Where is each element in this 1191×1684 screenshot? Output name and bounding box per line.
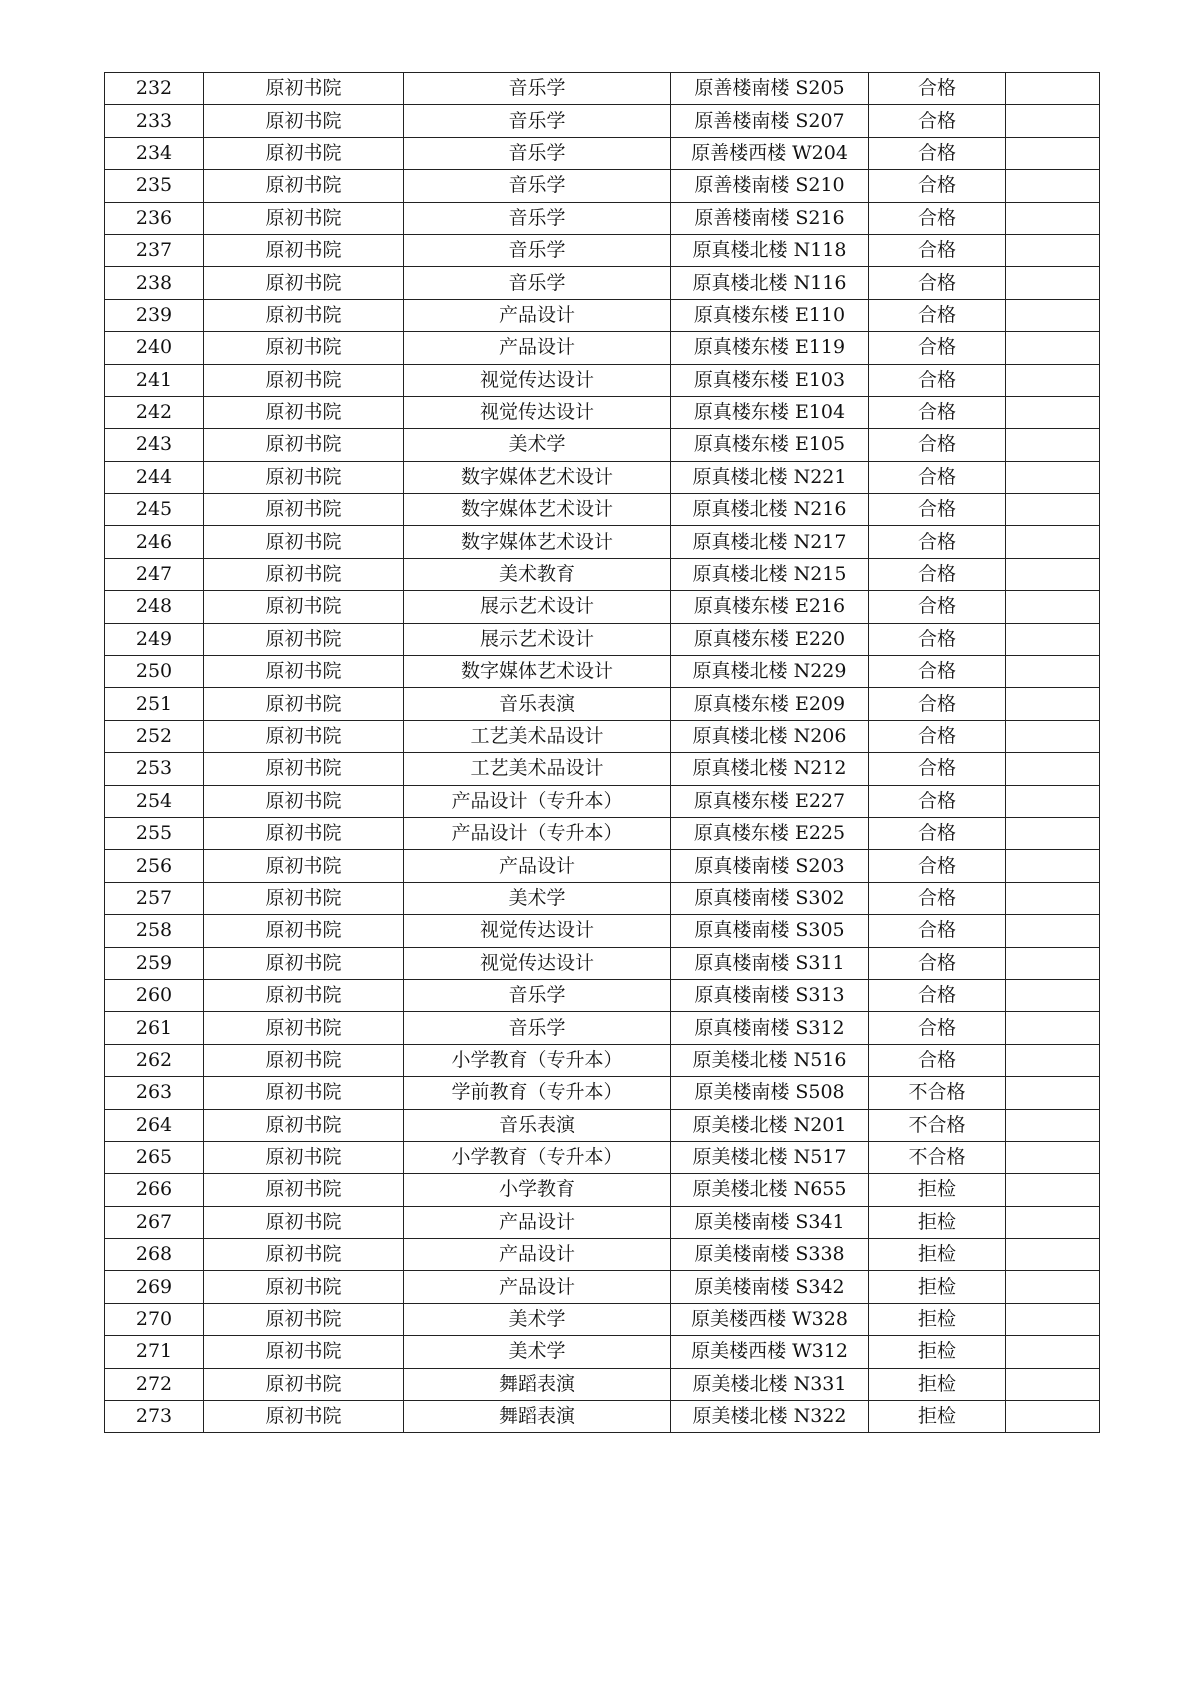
- dorm-room-cell: 原真楼北楼 N221: [671, 461, 869, 493]
- inspection-result-cell: 拒检: [869, 1271, 1006, 1303]
- major-cell: 音乐学: [404, 73, 671, 105]
- remark-cell: [1006, 332, 1100, 364]
- table-row: [105, 591, 1100, 623]
- major-cell: 数字媒体艺术设计: [404, 461, 671, 493]
- remark-cell: [1006, 1206, 1100, 1238]
- row-number-cell: 253: [105, 753, 204, 785]
- dorm-room-cell: 原真楼东楼 E227: [671, 785, 869, 817]
- college-cell: 原初书院: [204, 688, 404, 720]
- table-row: [105, 461, 1100, 493]
- college-cell: 原初书院: [204, 526, 404, 558]
- inspection-result-cell: 拒检: [869, 1336, 1006, 1368]
- college-cell: 原初书院: [204, 915, 404, 947]
- major-cell: 产品设计: [404, 1239, 671, 1271]
- remark-cell: [1006, 234, 1100, 266]
- dorm-room-cell: 原真楼南楼 S203: [671, 850, 869, 882]
- dorm-room-cell: 原真楼南楼 S312: [671, 1012, 869, 1044]
- remark-cell: [1006, 882, 1100, 914]
- inspection-result-cell: 合格: [869, 364, 1006, 396]
- row-number-cell: 267: [105, 1206, 204, 1238]
- inspection-result-cell: 合格: [869, 979, 1006, 1011]
- table-row: [105, 720, 1100, 752]
- row-number-cell: 245: [105, 494, 204, 526]
- remark-cell: [1006, 1239, 1100, 1271]
- inspection-result-cell: 合格: [869, 299, 1006, 331]
- inspection-result-cell: 合格: [869, 73, 1006, 105]
- row-number-cell: 258: [105, 915, 204, 947]
- college-cell: 原初书院: [204, 1336, 404, 1368]
- college-cell: 原初书院: [204, 202, 404, 234]
- table-row: [105, 332, 1100, 364]
- inspection-result-cell: 不合格: [869, 1077, 1006, 1109]
- college-cell: 原初书院: [204, 73, 404, 105]
- row-number-cell: 255: [105, 817, 204, 849]
- table-row: [105, 1336, 1100, 1368]
- row-number-cell: 273: [105, 1401, 204, 1433]
- dorm-room-cell: 原真楼北楼 N206: [671, 720, 869, 752]
- major-cell: 视觉传达设计: [404, 364, 671, 396]
- row-number-cell: 268: [105, 1239, 204, 1271]
- row-number-cell: 238: [105, 267, 204, 299]
- remark-cell: [1006, 526, 1100, 558]
- row-number-cell: 244: [105, 461, 204, 493]
- college-cell: 原初书院: [204, 979, 404, 1011]
- remark-cell: [1006, 979, 1100, 1011]
- college-cell: 原初书院: [204, 785, 404, 817]
- major-cell: 产品设计: [404, 299, 671, 331]
- remark-cell: [1006, 1303, 1100, 1335]
- remark-cell: [1006, 1141, 1100, 1173]
- college-cell: 原初书院: [204, 267, 404, 299]
- major-cell: 美术学: [404, 1336, 671, 1368]
- inspection-result-cell: 合格: [869, 137, 1006, 169]
- college-cell: 原初书院: [204, 1012, 404, 1044]
- table-body: [105, 73, 1100, 1433]
- table-row: [105, 137, 1100, 169]
- table-row: [105, 1303, 1100, 1335]
- dorm-room-cell: 原真楼东楼 E103: [671, 364, 869, 396]
- remark-cell: [1006, 461, 1100, 493]
- remark-cell: [1006, 1012, 1100, 1044]
- dorm-room-cell: 原真楼东楼 E225: [671, 817, 869, 849]
- major-cell: 数字媒体艺术设计: [404, 494, 671, 526]
- inspection-result-cell: 合格: [869, 591, 1006, 623]
- major-cell: 美术学: [404, 882, 671, 914]
- inspection-result-cell: 拒检: [869, 1401, 1006, 1433]
- remark-cell: [1006, 429, 1100, 461]
- major-cell: 音乐学: [404, 234, 671, 266]
- remark-cell: [1006, 656, 1100, 688]
- remark-cell: [1006, 623, 1100, 655]
- major-cell: 舞蹈表演: [404, 1368, 671, 1400]
- major-cell: 美术学: [404, 429, 671, 461]
- row-number-cell: 269: [105, 1271, 204, 1303]
- major-cell: 音乐学: [404, 170, 671, 202]
- college-cell: 原初书院: [204, 364, 404, 396]
- major-cell: 产品设计: [404, 850, 671, 882]
- major-cell: 产品设计: [404, 332, 671, 364]
- college-cell: 原初书院: [204, 720, 404, 752]
- major-cell: 工艺美术品设计: [404, 753, 671, 785]
- row-number-cell: 272: [105, 1368, 204, 1400]
- inspection-result-cell: 合格: [869, 267, 1006, 299]
- table-row: [105, 105, 1100, 137]
- dorm-room-cell: 原真楼北楼 N216: [671, 494, 869, 526]
- major-cell: 美术学: [404, 1303, 671, 1335]
- row-number-cell: 234: [105, 137, 204, 169]
- table-row: [105, 1239, 1100, 1271]
- inspection-result-cell: 合格: [869, 817, 1006, 849]
- major-cell: 音乐表演: [404, 1109, 671, 1141]
- table-row: [105, 558, 1100, 590]
- college-cell: 原初书院: [204, 137, 404, 169]
- college-cell: 原初书院: [204, 105, 404, 137]
- table-row: [105, 947, 1100, 979]
- row-number-cell: 271: [105, 1336, 204, 1368]
- row-number-cell: 262: [105, 1044, 204, 1076]
- dorm-room-cell: 原真楼北楼 N118: [671, 234, 869, 266]
- college-cell: 原初书院: [204, 1077, 404, 1109]
- college-cell: 原初书院: [204, 1109, 404, 1141]
- table-row: [105, 526, 1100, 558]
- remark-cell: [1006, 1368, 1100, 1400]
- dorm-room-cell: 原真楼东楼 E119: [671, 332, 869, 364]
- college-cell: 原初书院: [204, 396, 404, 428]
- row-number-cell: 241: [105, 364, 204, 396]
- row-number-cell: 261: [105, 1012, 204, 1044]
- inspection-result-cell: 合格: [869, 558, 1006, 590]
- dorm-room-cell: 原善楼南楼 S216: [671, 202, 869, 234]
- row-number-cell: 257: [105, 882, 204, 914]
- table-row: [105, 1044, 1100, 1076]
- row-number-cell: 247: [105, 558, 204, 590]
- major-cell: 美术教育: [404, 558, 671, 590]
- dorm-room-cell: 原真楼东楼 E110: [671, 299, 869, 331]
- college-cell: 原初书院: [204, 558, 404, 590]
- remark-cell: [1006, 720, 1100, 752]
- college-cell: 原初书院: [204, 461, 404, 493]
- dorm-room-cell: 原美楼北楼 N516: [671, 1044, 869, 1076]
- table-row: [105, 170, 1100, 202]
- remark-cell: [1006, 688, 1100, 720]
- inspection-result-cell: 合格: [869, 882, 1006, 914]
- inspection-result-cell: 合格: [869, 1012, 1006, 1044]
- major-cell: 音乐学: [404, 979, 671, 1011]
- table-row: [105, 817, 1100, 849]
- major-cell: 小学教育（专升本）: [404, 1044, 671, 1076]
- dorm-room-cell: 原真楼东楼 E220: [671, 623, 869, 655]
- dorm-room-cell: 原美楼北楼 N331: [671, 1368, 869, 1400]
- dorm-room-cell: 原真楼北楼 N212: [671, 753, 869, 785]
- college-cell: 原初书院: [204, 234, 404, 266]
- dorm-room-cell: 原真楼南楼 S311: [671, 947, 869, 979]
- remark-cell: [1006, 1109, 1100, 1141]
- table-row: [105, 364, 1100, 396]
- table-row: [105, 396, 1100, 428]
- college-cell: 原初书院: [204, 1401, 404, 1433]
- college-cell: 原初书院: [204, 332, 404, 364]
- table-row: [105, 656, 1100, 688]
- dorm-room-cell: 原美楼南楼 S341: [671, 1206, 869, 1238]
- inspection-result-cell: 合格: [869, 526, 1006, 558]
- remark-cell: [1006, 1401, 1100, 1433]
- table-row: [105, 73, 1100, 105]
- dorm-room-cell: 原善楼南楼 S205: [671, 73, 869, 105]
- row-number-cell: 266: [105, 1174, 204, 1206]
- inspection-result-cell: 合格: [869, 656, 1006, 688]
- remark-cell: [1006, 817, 1100, 849]
- table-row: [105, 1141, 1100, 1173]
- dorm-room-cell: 原真楼北楼 N229: [671, 656, 869, 688]
- row-number-cell: 260: [105, 979, 204, 1011]
- row-number-cell: 252: [105, 720, 204, 752]
- college-cell: 原初书院: [204, 1044, 404, 1076]
- major-cell: 数字媒体艺术设计: [404, 656, 671, 688]
- table-row: [105, 623, 1100, 655]
- row-number-cell: 233: [105, 105, 204, 137]
- table-row: [105, 785, 1100, 817]
- major-cell: 视觉传达设计: [404, 396, 671, 428]
- dorm-room-cell: 原真楼东楼 E216: [671, 591, 869, 623]
- remark-cell: [1006, 1044, 1100, 1076]
- major-cell: 音乐学: [404, 202, 671, 234]
- major-cell: 小学教育: [404, 1174, 671, 1206]
- inspection-result-cell: 合格: [869, 396, 1006, 428]
- college-cell: 原初书院: [204, 170, 404, 202]
- table-row: [105, 915, 1100, 947]
- inspection-result-cell: 合格: [869, 461, 1006, 493]
- major-cell: 学前教育（专升本）: [404, 1077, 671, 1109]
- inspection-result-cell: 拒检: [869, 1206, 1006, 1238]
- major-cell: 工艺美术品设计: [404, 720, 671, 752]
- remark-cell: [1006, 364, 1100, 396]
- dorm-room-cell: 原真楼北楼 N215: [671, 558, 869, 590]
- row-number-cell: 265: [105, 1141, 204, 1173]
- inspection-result-cell: 拒检: [869, 1239, 1006, 1271]
- inspection-result-cell: 合格: [869, 915, 1006, 947]
- row-number-cell: 250: [105, 656, 204, 688]
- college-cell: 原初书院: [204, 429, 404, 461]
- dorm-room-cell: 原善楼南楼 S207: [671, 105, 869, 137]
- remark-cell: [1006, 170, 1100, 202]
- college-cell: 原初书院: [204, 591, 404, 623]
- row-number-cell: 232: [105, 73, 204, 105]
- inspection-result-cell: 拒检: [869, 1303, 1006, 1335]
- table-row: [105, 1077, 1100, 1109]
- inspection-result-cell: 合格: [869, 202, 1006, 234]
- major-cell: 展示艺术设计: [404, 623, 671, 655]
- remark-cell: [1006, 915, 1100, 947]
- college-cell: 原初书院: [204, 1239, 404, 1271]
- college-cell: 原初书院: [204, 1368, 404, 1400]
- table-row: [105, 882, 1100, 914]
- table-row: [105, 299, 1100, 331]
- table-row: [105, 1109, 1100, 1141]
- remark-cell: [1006, 1271, 1100, 1303]
- table-row: [105, 494, 1100, 526]
- table-row: [105, 1174, 1100, 1206]
- row-number-cell: 270: [105, 1303, 204, 1335]
- row-number-cell: 259: [105, 947, 204, 979]
- table-row: [105, 202, 1100, 234]
- table-row: [105, 979, 1100, 1011]
- college-cell: 原初书院: [204, 494, 404, 526]
- inspection-result-cell: 合格: [869, 785, 1006, 817]
- row-number-cell: 242: [105, 396, 204, 428]
- dorm-room-cell: 原真楼南楼 S302: [671, 882, 869, 914]
- row-number-cell: 249: [105, 623, 204, 655]
- inspection-result-cell: 合格: [869, 429, 1006, 461]
- inspection-result-cell: 合格: [869, 1044, 1006, 1076]
- major-cell: 产品设计（专升本）: [404, 817, 671, 849]
- row-number-cell: 236: [105, 202, 204, 234]
- remark-cell: [1006, 753, 1100, 785]
- college-cell: 原初书院: [204, 753, 404, 785]
- remark-cell: [1006, 558, 1100, 590]
- dorm-room-cell: 原善楼南楼 S210: [671, 170, 869, 202]
- college-cell: 原初书院: [204, 1174, 404, 1206]
- inspection-result-cell: 拒检: [869, 1174, 1006, 1206]
- row-number-cell: 256: [105, 850, 204, 882]
- inspection-result-cell: 合格: [869, 105, 1006, 137]
- row-number-cell: 246: [105, 526, 204, 558]
- inspection-result-cell: 不合格: [869, 1109, 1006, 1141]
- major-cell: 产品设计: [404, 1206, 671, 1238]
- dorm-room-cell: 原真楼东楼 E105: [671, 429, 869, 461]
- table-row: [105, 753, 1100, 785]
- dorm-room-cell: 原真楼南楼 S305: [671, 915, 869, 947]
- table-row: [105, 1368, 1100, 1400]
- remark-cell: [1006, 850, 1100, 882]
- college-cell: 原初书院: [204, 1271, 404, 1303]
- inspection-result-cell: 合格: [869, 494, 1006, 526]
- remark-cell: [1006, 785, 1100, 817]
- college-cell: 原初书院: [204, 299, 404, 331]
- remark-cell: [1006, 105, 1100, 137]
- major-cell: 产品设计: [404, 1271, 671, 1303]
- row-number-cell: 235: [105, 170, 204, 202]
- college-cell: 原初书院: [204, 947, 404, 979]
- remark-cell: [1006, 73, 1100, 105]
- dorm-room-cell: 原美楼西楼 W312: [671, 1336, 869, 1368]
- table-row: [105, 267, 1100, 299]
- major-cell: 舞蹈表演: [404, 1401, 671, 1433]
- row-number-cell: 248: [105, 591, 204, 623]
- remark-cell: [1006, 137, 1100, 169]
- major-cell: 音乐表演: [404, 688, 671, 720]
- table-row: [105, 1012, 1100, 1044]
- row-number-cell: 251: [105, 688, 204, 720]
- dorm-room-cell: 原善楼西楼 W204: [671, 137, 869, 169]
- inspection-result-cell: 合格: [869, 234, 1006, 266]
- remark-cell: [1006, 396, 1100, 428]
- remark-cell: [1006, 591, 1100, 623]
- dorm-room-cell: 原真楼北楼 N116: [671, 267, 869, 299]
- dorm-room-cell: 原真楼北楼 N217: [671, 526, 869, 558]
- dorm-room-cell: 原美楼北楼 N322: [671, 1401, 869, 1433]
- college-cell: 原初书院: [204, 656, 404, 688]
- table-row: [105, 429, 1100, 461]
- row-number-cell: 240: [105, 332, 204, 364]
- college-cell: 原初书院: [204, 882, 404, 914]
- major-cell: 展示艺术设计: [404, 591, 671, 623]
- inspection-result-cell: 合格: [869, 720, 1006, 752]
- table-row: [105, 1401, 1100, 1433]
- remark-cell: [1006, 299, 1100, 331]
- remark-cell: [1006, 1077, 1100, 1109]
- remark-cell: [1006, 202, 1100, 234]
- inspection-result-cell: 合格: [869, 947, 1006, 979]
- major-cell: 数字媒体艺术设计: [404, 526, 671, 558]
- college-cell: 原初书院: [204, 623, 404, 655]
- dorm-room-cell: 原美楼北楼 N655: [671, 1174, 869, 1206]
- college-cell: 原初书院: [204, 817, 404, 849]
- dorm-room-cell: 原真楼东楼 E104: [671, 396, 869, 428]
- row-number-cell: 237: [105, 234, 204, 266]
- dorm-room-cell: 原美楼北楼 N201: [671, 1109, 869, 1141]
- college-cell: 原初书院: [204, 1206, 404, 1238]
- row-number-cell: 263: [105, 1077, 204, 1109]
- dorm-room-cell: 原真楼东楼 E209: [671, 688, 869, 720]
- dorm-room-cell: 原美楼北楼 N517: [671, 1141, 869, 1173]
- inspection-result-cell: 合格: [869, 753, 1006, 785]
- inspection-result-cell: 合格: [869, 332, 1006, 364]
- inspection-results-sheet: [104, 72, 1095, 1433]
- major-cell: 音乐学: [404, 1012, 671, 1044]
- dorm-room-cell: 原美楼南楼 S342: [671, 1271, 869, 1303]
- inspection-results-table: [104, 72, 1100, 1433]
- dorm-room-cell: 原美楼西楼 W328: [671, 1303, 869, 1335]
- remark-cell: [1006, 947, 1100, 979]
- row-number-cell: 243: [105, 429, 204, 461]
- dorm-room-cell: 原美楼南楼 S338: [671, 1239, 869, 1271]
- inspection-result-cell: 合格: [869, 688, 1006, 720]
- major-cell: 音乐学: [404, 267, 671, 299]
- table-row: [105, 1271, 1100, 1303]
- inspection-result-cell: 拒检: [869, 1368, 1006, 1400]
- row-number-cell: 239: [105, 299, 204, 331]
- remark-cell: [1006, 267, 1100, 299]
- dorm-room-cell: 原美楼南楼 S508: [671, 1077, 869, 1109]
- college-cell: 原初书院: [204, 1141, 404, 1173]
- row-number-cell: 264: [105, 1109, 204, 1141]
- inspection-result-cell: 合格: [869, 623, 1006, 655]
- major-cell: 音乐学: [404, 137, 671, 169]
- inspection-result-cell: 不合格: [869, 1141, 1006, 1173]
- table-row: [105, 234, 1100, 266]
- dorm-room-cell: 原真楼南楼 S313: [671, 979, 869, 1011]
- remark-cell: [1006, 1336, 1100, 1368]
- major-cell: 小学教育（专升本）: [404, 1141, 671, 1173]
- remark-cell: [1006, 1174, 1100, 1206]
- major-cell: 音乐学: [404, 105, 671, 137]
- major-cell: 视觉传达设计: [404, 947, 671, 979]
- table-row: [105, 688, 1100, 720]
- inspection-result-cell: 合格: [869, 850, 1006, 882]
- table-row: [105, 850, 1100, 882]
- row-number-cell: 254: [105, 785, 204, 817]
- major-cell: 产品设计（专升本）: [404, 785, 671, 817]
- inspection-result-cell: 合格: [869, 170, 1006, 202]
- college-cell: 原初书院: [204, 1303, 404, 1335]
- remark-cell: [1006, 494, 1100, 526]
- table-row: [105, 1206, 1100, 1238]
- college-cell: 原初书院: [204, 850, 404, 882]
- major-cell: 视觉传达设计: [404, 915, 671, 947]
